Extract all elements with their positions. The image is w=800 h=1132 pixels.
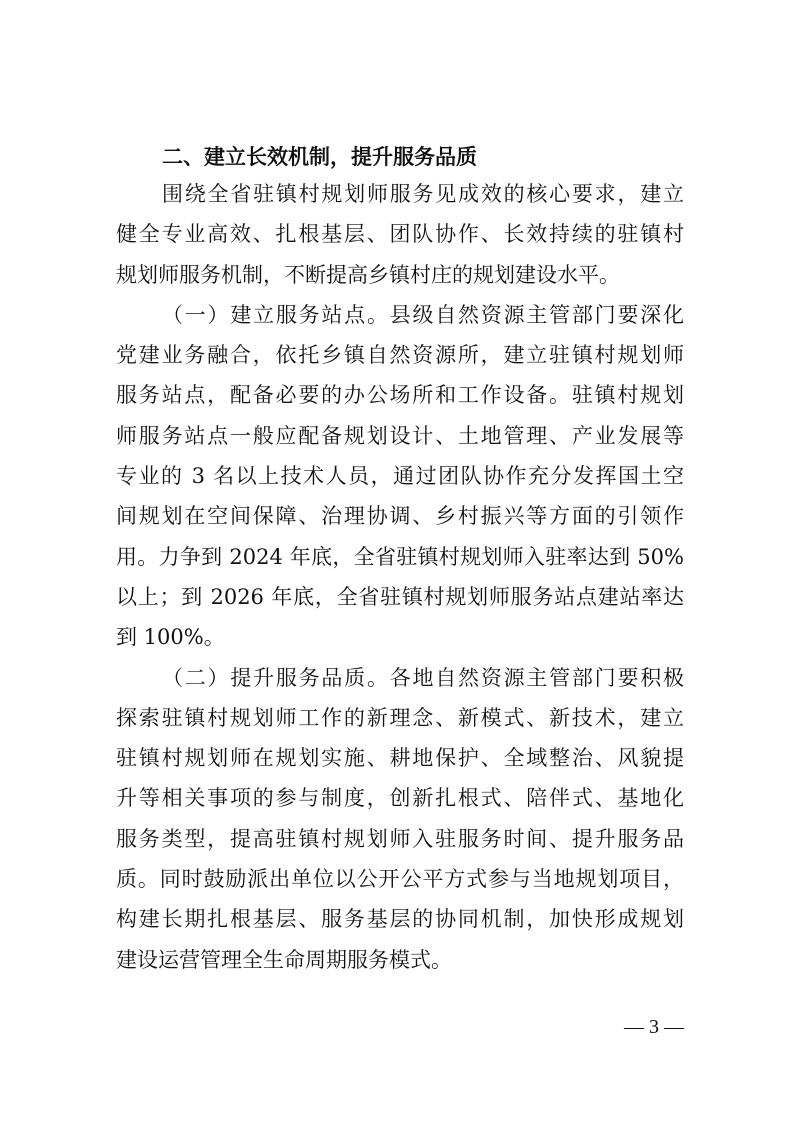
text-line: 驻镇村规划师在规划实施、耕地保护、全域整治、风貌提 (116, 746, 684, 771)
text-line: 建设运营管理全生命周期服务模式。 (116, 947, 452, 972)
text-line: （一）建立服务站点。县级自然资源主管部门要深化 (162, 302, 684, 327)
text-line: 以上；到 2026 年底，全省驻镇村规划师服务站点建站率达 (116, 584, 684, 609)
paragraph (116, 295, 684, 658)
paragraph (116, 658, 684, 980)
text-line: 师服务站点一般应配备规划设计、土地管理、产业发展等 (116, 423, 684, 448)
text-line: 规划师服务机制，不断提高乡镇村庄的规划建设水平。 (116, 262, 620, 287)
text-line: 用。力争到 2024 年底，全省驻镇村规划师入驻率达到 50% (116, 544, 684, 569)
text-line: 服务类型，提高驻镇村规划师入驻服务时间、提升服务品 (116, 826, 684, 851)
text-line: （二）提升服务品质。各地自然资源主管部门要积极 (162, 665, 684, 690)
text-line: 党建业务融合，依托乡镇自然资源所，建立驻镇村规划师 (116, 343, 684, 368)
text-line: 专业的 3 名以上技术人员，通过团队协作充分发挥国土空 (116, 464, 684, 489)
section-heading: 二、建立长效机制，提升服务品质 (162, 145, 477, 169)
text-line: 到 100%。 (116, 625, 225, 650)
document-body (116, 174, 684, 980)
text-line: 健全专业高效、扎根基层、团队协作、长效持续的驻镇村 (116, 222, 684, 247)
text-line: 服务站点，配备必要的办公场所和工作设备。驻镇村规划 (116, 383, 684, 408)
text-line: 质。同时鼓励派出单位以公开公平方式参与当地规划项目， (116, 867, 684, 892)
document-page (116, 140, 684, 980)
page-number: — 3 — (624, 1016, 684, 1038)
text-line: 围绕全省驻镇村规划师服务见成效的核心要求，建立 (162, 182, 684, 206)
text-line: 间规划在空间保障、治理协调、乡村振兴等方面的引领作 (116, 504, 684, 529)
text-line: 升等相关事项的参与制度，创新扎根式、陪伴式、基地化 (116, 786, 684, 811)
text-line: 构建长期扎根基层、服务基层的协同机制，加快形成规划 (116, 907, 684, 932)
paragraph (116, 174, 684, 295)
text-line: 探索驻镇村规划师工作的新理念、新模式、新技术，建立 (116, 705, 684, 730)
